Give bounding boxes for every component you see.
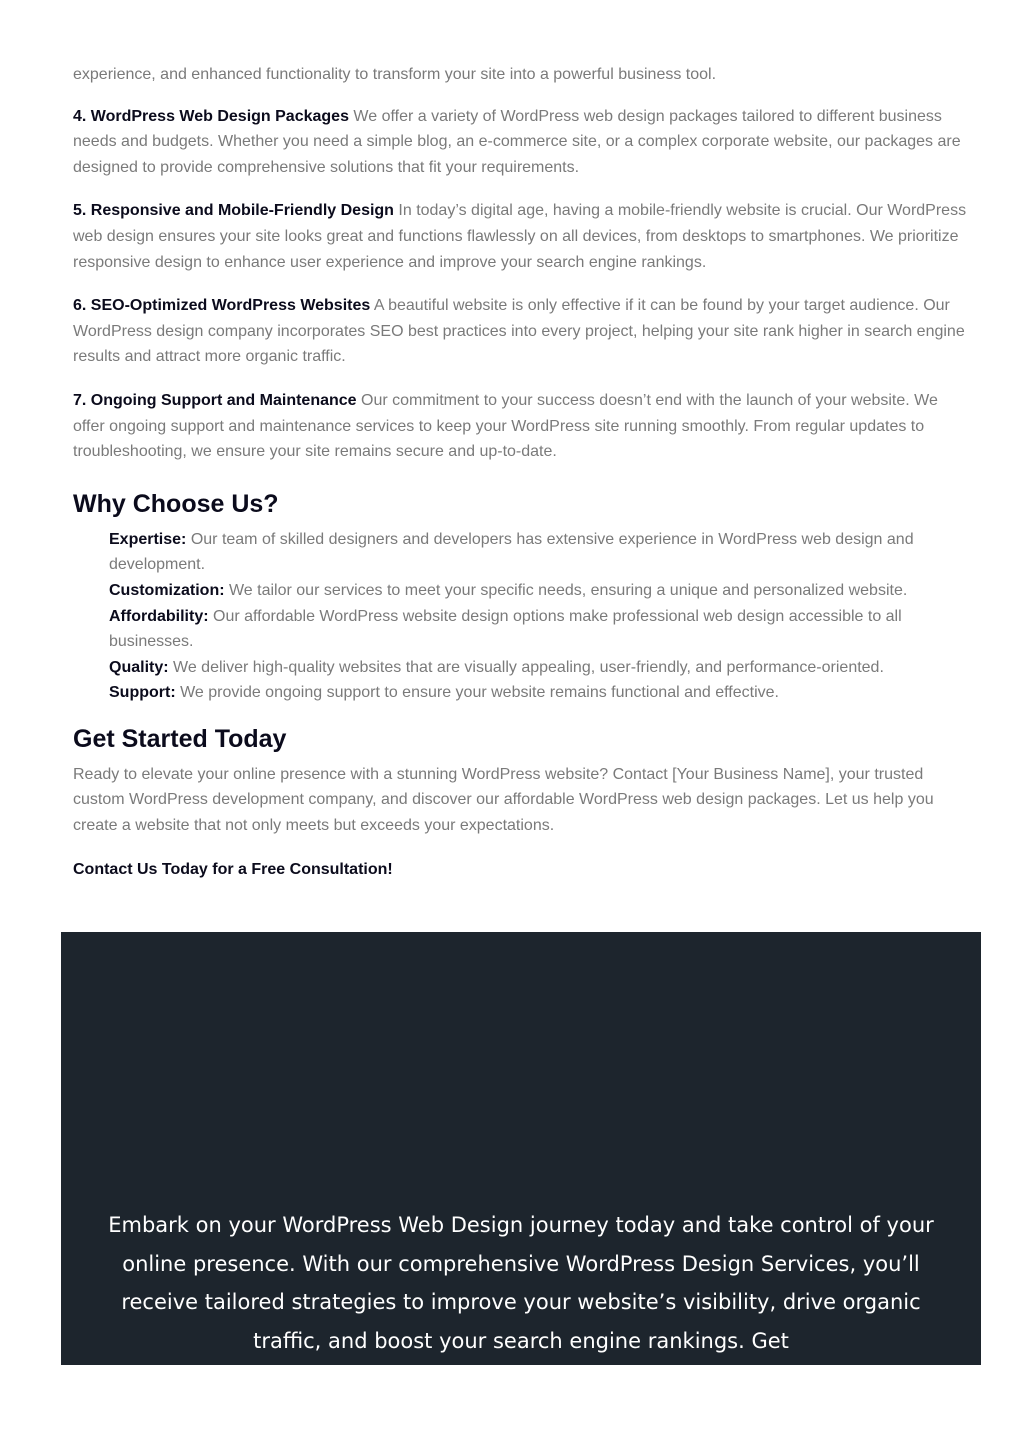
reason-item-expertise bbox=[109, 527, 973, 578]
service-item-responsive bbox=[73, 198, 973, 275]
reason-item-customization bbox=[109, 578, 973, 604]
reason-label: Support: bbox=[109, 684, 176, 702]
reason-label: Quality: bbox=[109, 658, 169, 676]
reason-text: Our team of skilled designers and developers has extensive experience in WordPress web design and development. bbox=[109, 530, 914, 574]
get-started-heading: Get Started Today bbox=[73, 724, 287, 753]
banner-text: Embark on your WordPress Web Design journey today and take control of your online presence. With our comprehensive WordPress Design Services, you’ll receive tailored strategies to improve your website’s visibility, drive organic traffic, and boost your search engine rankings. Get bbox=[108, 1213, 934, 1353]
reason-label: Expertise: bbox=[109, 530, 187, 548]
reason-label: Customization: bbox=[109, 581, 225, 599]
service-item-packages bbox=[73, 104, 973, 181]
consultation-cta: Contact Us Today for a Free Consultation! bbox=[73, 860, 393, 878]
service-title: 7. Ongoing Support and Maintenance bbox=[73, 391, 357, 409]
intro-paragraph-tail: experience, and enhanced functionality to transform your site into a powerful business tool. bbox=[73, 66, 717, 83]
service-item-seo bbox=[73, 293, 973, 370]
service-description: In today’s digital age, having a mobile-friendly website is crucial. Our WordPress web design ensures your site looks great and functions flawlessly on all devices, from desktops to smartphones. We prioritize responsive design to enhance user experience and improve your search engine rankings. bbox=[73, 202, 967, 271]
service-description: We offer a variety of WordPress web design packages tailored to different business needs and budgets. Whether you need a simple blog, an e-commerce site, or a complex corporate website, our packages are designed to provide comprehensive solutions that fit your requirements. bbox=[73, 107, 961, 176]
journey-banner bbox=[61, 932, 981, 1365]
reason-text: We tailor our services to meet your specific needs, ensuring a unique and personalized website. bbox=[224, 581, 908, 599]
reasons-list bbox=[73, 527, 973, 706]
reason-text: Our affordable WordPress website design options make professional web design accessible to all businesses. bbox=[109, 607, 902, 651]
service-title: 6. SEO-Optimized WordPress Websites bbox=[73, 297, 371, 315]
service-description: A beautiful website is only effective if it can be found by your target audience. Our WordPress design company incorporates SEO best practices into every project, helping your site rank higher in search engine results and attract more organic traffic. bbox=[73, 297, 965, 366]
reason-item-quality bbox=[109, 655, 973, 681]
reason-label: Affordability: bbox=[109, 607, 209, 625]
service-title: 5. Responsive and Mobile-Friendly Design bbox=[73, 202, 394, 220]
reason-item-support bbox=[109, 680, 973, 706]
service-item-support bbox=[73, 388, 973, 465]
service-description: Our commitment to your success doesn’t end with the launch of your website. We offer ongoing support and maintenance services to keep your WordPress site running smoothly. From regular updates to troubleshooting, we ensure your site remains secure and up-to-date. bbox=[73, 391, 938, 461]
get-started-paragraph: Ready to elevate your online presence with a stunning WordPress website? Contact [Your Business Name], your trusted custom WordPress development company, and discover our affordable WordPress web design packages. Let us help you create a website that not only meets but exceeds your expectations. bbox=[73, 765, 934, 835]
reason-text: We provide ongoing support to ensure your website remains functional and effective. bbox=[175, 684, 779, 702]
article-content bbox=[73, 62, 973, 882]
reason-item-affordability bbox=[109, 604, 973, 655]
reason-text: We deliver high-quality websites that are visually appealing, user-friendly, and performance-oriented. bbox=[168, 658, 884, 676]
why-choose-us-heading: Why Choose Us? bbox=[73, 489, 279, 518]
service-title: 4. WordPress Web Design Packages bbox=[73, 107, 349, 125]
